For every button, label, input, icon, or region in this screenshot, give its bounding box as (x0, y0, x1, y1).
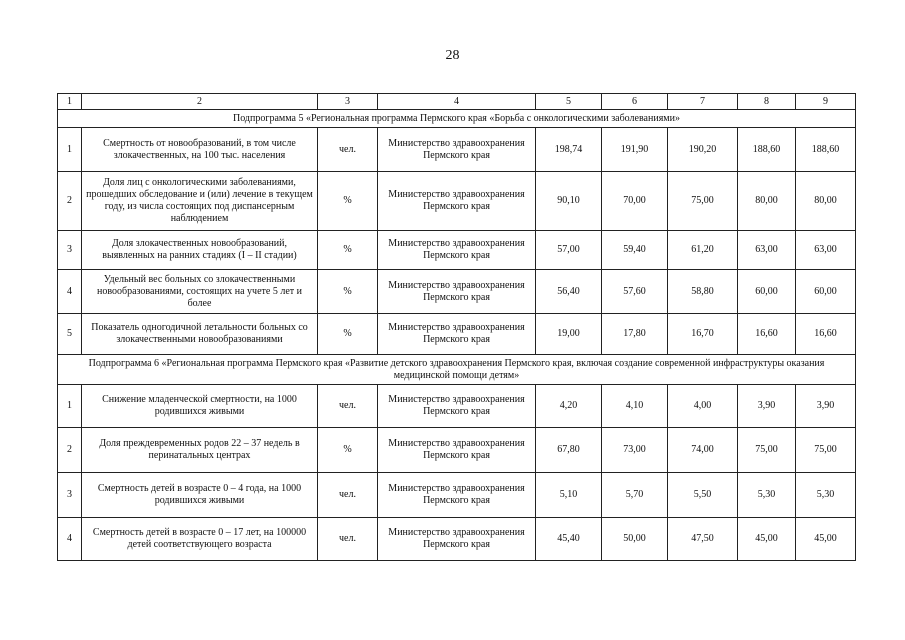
value-cell: 4,10 (602, 385, 668, 428)
value-cell: 45,00 (738, 518, 796, 561)
row-number: 1 (58, 128, 82, 172)
value-cell: 60,00 (796, 270, 856, 314)
value-cell: 50,00 (602, 518, 668, 561)
column-number-row (58, 94, 856, 110)
value-cell: 59,40 (602, 231, 668, 270)
row-number: 3 (58, 231, 82, 270)
value-cell: 80,00 (796, 172, 856, 231)
value-cell: 73,00 (602, 428, 668, 473)
column-header: 8 (738, 94, 796, 110)
value-cell: 63,00 (738, 231, 796, 270)
indicator-name: Смертность детей в возрасте 0 – 4 года, на 1000 родившихся живыми (82, 473, 318, 518)
value-cell: 74,00 (668, 428, 738, 473)
indicator-name: Смертность от новообразований, в том числе злокачественных, на 100 тыс. населения (82, 128, 318, 172)
value-cell: 4,20 (536, 385, 602, 428)
value-cell: 19,00 (536, 314, 602, 355)
value-cell: 16,60 (796, 314, 856, 355)
responsible-org: Министерство здравоохранения Пермского края (378, 231, 536, 270)
value-cell: 90,10 (536, 172, 602, 231)
column-header: 2 (82, 94, 318, 110)
indicator-name: Доля лиц с онкологическими заболеваниями, прошедших обследование и (или) лечение в текущем году, из числа состоящих под диспансерным наблюдением (82, 172, 318, 231)
value-cell: 190,20 (668, 128, 738, 172)
subprogram-heading-row (58, 110, 856, 128)
column-header: 1 (58, 94, 82, 110)
subprogram-heading-row (58, 355, 856, 385)
value-cell: 47,50 (668, 518, 738, 561)
indicators-table (57, 93, 856, 561)
value-cell: 57,60 (602, 270, 668, 314)
value-cell: 63,00 (796, 231, 856, 270)
value-cell: 70,00 (602, 172, 668, 231)
indicator-name: Снижение младенческой смертности, на 1000 родившихся живыми (82, 385, 318, 428)
value-cell: 56,40 (536, 270, 602, 314)
value-cell: 60,00 (738, 270, 796, 314)
table-row (58, 172, 856, 231)
responsible-org: Министерство здравоохранения Пермского края (378, 128, 536, 172)
column-header: 3 (318, 94, 378, 110)
indicator-name: Доля преждевременных родов 22 – 37 недель в перинатальных центрах (82, 428, 318, 473)
row-number: 4 (58, 270, 82, 314)
responsible-org: Министерство здравоохранения Пермского края (378, 270, 536, 314)
row-number: 4 (58, 518, 82, 561)
value-cell: 16,70 (668, 314, 738, 355)
value-cell: 17,80 (602, 314, 668, 355)
value-cell: 5,10 (536, 473, 602, 518)
value-cell: 5,30 (796, 473, 856, 518)
value-cell: 75,00 (796, 428, 856, 473)
value-cell: 16,60 (738, 314, 796, 355)
unit-cell: % (318, 172, 378, 231)
table-row (58, 314, 856, 355)
column-header: 7 (668, 94, 738, 110)
unit-cell: чел. (318, 128, 378, 172)
responsible-org: Министерство здравоохранения Пермского края (378, 314, 536, 355)
responsible-org: Министерство здравоохранения Пермского края (378, 385, 536, 428)
row-number: 3 (58, 473, 82, 518)
value-cell: 67,80 (536, 428, 602, 473)
value-cell: 5,50 (668, 473, 738, 518)
value-cell: 57,00 (536, 231, 602, 270)
row-number: 5 (58, 314, 82, 355)
table-row (58, 128, 856, 172)
responsible-org: Министерство здравоохранения Пермского края (378, 473, 536, 518)
table-row (58, 385, 856, 428)
row-number: 2 (58, 172, 82, 231)
unit-cell: % (318, 428, 378, 473)
value-cell: 61,20 (668, 231, 738, 270)
table-row (58, 231, 856, 270)
value-cell: 45,00 (796, 518, 856, 561)
value-cell: 58,80 (668, 270, 738, 314)
indicator-name: Доля злокачественных новообразований, выявленных на ранних стадиях (I – II стадии) (82, 231, 318, 270)
value-cell: 5,70 (602, 473, 668, 518)
value-cell: 198,74 (536, 128, 602, 172)
responsible-org: Министерство здравоохранения Пермского края (378, 518, 536, 561)
unit-cell: чел. (318, 518, 378, 561)
subprogram-title: Подпрограмма 5 «Региональная программа Пермского края «Борьба с онкологическими заболеваниями» (58, 110, 856, 128)
value-cell: 191,90 (602, 128, 668, 172)
table-row (58, 270, 856, 314)
unit-cell: чел. (318, 385, 378, 428)
value-cell: 75,00 (668, 172, 738, 231)
column-header: 5 (536, 94, 602, 110)
value-cell: 188,60 (738, 128, 796, 172)
unit-cell: % (318, 270, 378, 314)
unit-cell: чел. (318, 473, 378, 518)
responsible-org: Министерство здравоохранения Пермского края (378, 428, 536, 473)
row-number: 2 (58, 428, 82, 473)
column-header: 9 (796, 94, 856, 110)
unit-cell: % (318, 314, 378, 355)
row-number: 1 (58, 385, 82, 428)
value-cell: 4,00 (668, 385, 738, 428)
value-cell: 75,00 (738, 428, 796, 473)
value-cell: 188,60 (796, 128, 856, 172)
indicator-name: Показатель одногодичной летальности больных со злокачественными новообразованиями (82, 314, 318, 355)
indicator-name: Смертность детей в возрасте 0 – 17 лет, на 100000 детей соответствующего возраста (82, 518, 318, 561)
value-cell: 3,90 (738, 385, 796, 428)
table-row (58, 518, 856, 561)
value-cell: 3,90 (796, 385, 856, 428)
responsible-org: Министерство здравоохранения Пермского края (378, 172, 536, 231)
page-number: 28 (445, 48, 460, 63)
value-cell: 45,40 (536, 518, 602, 561)
value-cell: 5,30 (738, 473, 796, 518)
unit-cell: % (318, 231, 378, 270)
indicator-name: Удельный вес больных со злокачественными новообразованиями, состоящих на учете 5 лет и более (82, 270, 318, 314)
table-row (58, 428, 856, 473)
subprogram-title: Подпрограмма 6 «Региональная программа Пермского края «Развитие детского здравоохранения Пермского края, включая создание современной инфраструктуры оказания медицинской помощи детям» (58, 355, 856, 385)
value-cell: 80,00 (738, 172, 796, 231)
column-header: 4 (378, 94, 536, 110)
column-header: 6 (602, 94, 668, 110)
table-row (58, 473, 856, 518)
